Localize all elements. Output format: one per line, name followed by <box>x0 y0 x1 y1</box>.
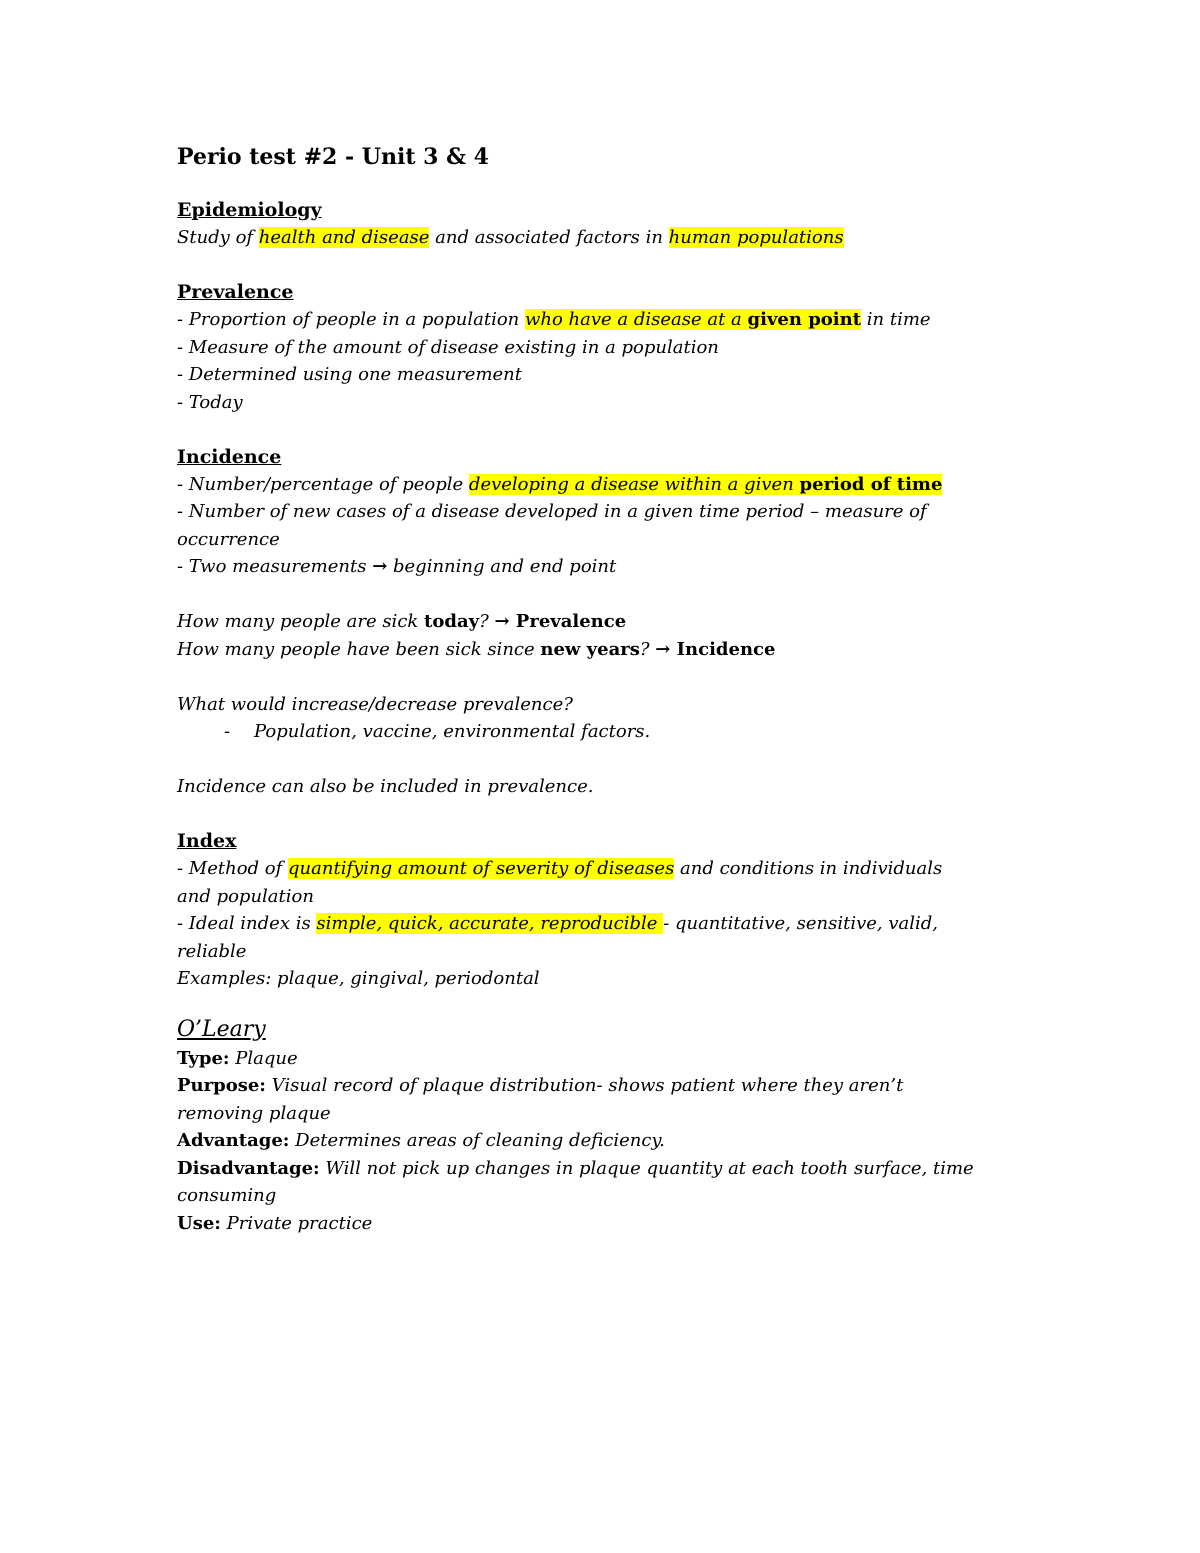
highlight-human-populations: human populations <box>668 227 844 248</box>
prevalence-line-4: - Today <box>177 391 243 413</box>
incidence-line-1: - Number/percentage of people developing a disease within a given period of time <box>177 473 943 495</box>
index-line-2b: reliable <box>177 940 247 962</box>
highlight-prevalence: who have a disease at a given point <box>524 309 862 330</box>
page-title: Perio test #2 - Unit 3 & 4 <box>177 144 489 170</box>
oleary-purpose-cont: removing plaque <box>177 1102 331 1124</box>
question-prevalence: How many people are sick today? → Prevalence <box>177 611 627 632</box>
incidence-line-3: - Two measurements → beginning and end point <box>177 556 617 577</box>
oleary-type: Type: Plaque <box>177 1047 298 1069</box>
index-examples: Examples: plaque, gingival, periodontal <box>177 968 540 989</box>
index-line-1b: and population <box>177 885 314 907</box>
document-content <box>177 142 1037 1237</box>
incidence-line-2b: occurrence <box>177 528 280 550</box>
oleary-disadvantage: Disadvantage: Will not pick up changes in plaque quantity at each tooth surface, time <box>177 1157 974 1179</box>
oleary-disadvantage-cont: consuming <box>177 1185 277 1206</box>
highlight-quantifying: quantifying amount of severity of diseases <box>288 858 675 879</box>
heading-prevalence: Prevalence <box>177 281 294 303</box>
arrow-right-icon: → <box>372 556 388 577</box>
arrow-right-icon: → <box>655 638 671 660</box>
oleary-advantage: Advantage: Determines areas of cleaning deficiency. <box>177 1130 665 1151</box>
incidence-note: Incidence can also be included in prevalence. <box>177 776 594 797</box>
heading-epidemiology: Epidemiology <box>177 199 322 221</box>
question-incidence: How many people have been sick since new years? → Incidence <box>177 638 776 660</box>
heading-index: Index <box>177 830 237 852</box>
prevalence-line-3: - Determined using one measurement <box>177 364 523 385</box>
index-line-2: - Ideal index is simple, quick, accurate, reproducible - quantitative, sensitive, valid, <box>177 913 938 934</box>
heading-oleary: O’Leary <box>177 1016 266 1042</box>
answer-list-item: - Population, vaccine, environmental factors. <box>224 721 651 742</box>
incidence-line-2a: - Number of new cases of a disease developed in a given time period – measure of <box>177 501 927 522</box>
question-increase-decrease: What would increase/decrease prevalence? <box>177 693 573 715</box>
prevalence-line-2: - Measure of the amount of disease existing in a population <box>177 336 719 358</box>
highlight-ideal-index: simple, quick, accurate, reproducible <box>316 913 664 934</box>
arrow-right-icon: → <box>494 611 510 632</box>
highlight-incidence: developing a disease within a given period of time <box>468 473 943 495</box>
index-line-1: - Method of quantifying amount of severity of diseases and conditions in individuals <box>177 858 943 879</box>
heading-incidence: Incidence <box>177 445 282 468</box>
epidemiology-definition: Study of health and disease and associated factors in human populations <box>177 227 844 248</box>
oleary-use: Use: Private practice <box>177 1212 373 1234</box>
highlight-health-disease: health and disease <box>258 227 430 248</box>
oleary-purpose: Purpose: Visual record of plaque distribution- shows patient where they aren’t <box>177 1075 904 1096</box>
prevalence-line-1: - Proportion of people in a population who have a disease at a given point in time <box>177 309 931 330</box>
